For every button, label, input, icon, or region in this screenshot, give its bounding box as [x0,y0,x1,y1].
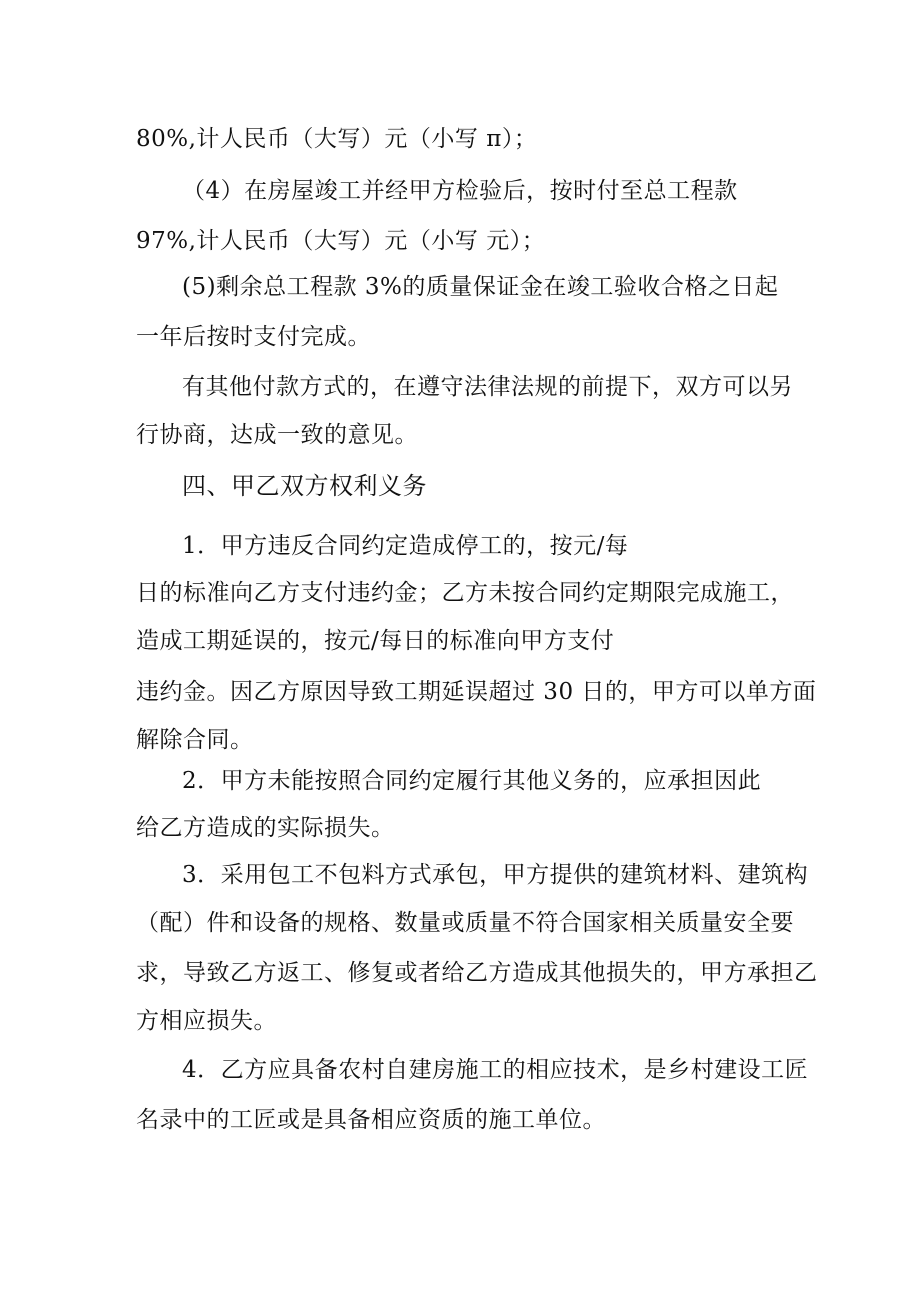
text-line: 解除合同。 [136,727,254,753]
text-line: 80%,计人民币（大写）元（小写 π）； [136,126,538,152]
text-line: (5)剩余总工程款 3%的质量保证金在竣工验收合格之日起 [182,274,779,300]
text-line: （配）件和设备的规格、数量或质量不符合国家相关质量安全要 [136,910,794,936]
text-line: 造成工期延误的，按元/每日的标准向甲方支付 [136,628,615,654]
text-line: 行协商，达成一致的意见。 [136,422,418,448]
text-line: 一年后按时支付完成。 [136,324,371,350]
text-line: 2．甲方未能按照合同约定履行其他义务的，应承担因此 [182,768,762,794]
text-line: 日的标准向乙方支付违约金；乙方未按合同约定期限完成施工， [136,580,794,606]
text-line: 97%,计人民币（大写）元（小写 元）； [136,228,546,254]
text-line: 方相应损失。 [136,1008,277,1034]
text-line: 4．乙方应具备农村自建房施工的相应技术，是乡村建设工匠 [182,1057,809,1083]
text-line: 给乙方造成的实际损失。 [136,815,395,841]
text-line: （4）在房屋竣工并经甲方检验后，按时付至总工程款 [182,178,738,204]
text-line: 名录中的工匠或是具备相应资质的施工单位。 [136,1107,606,1133]
text-line: 违约金。因乙方原因导致工期延误超过 30 日的，甲方可以单方面 [136,679,817,705]
text-line: 有其他付款方式的，在遵守法律法规的前提下，双方可以另 [182,374,793,400]
section-heading: 四、甲乙双方权利义务 [182,472,427,500]
text-line: 3．采用包工不包料方式承包，甲方提供的建筑材料、建筑构 [182,862,809,888]
text-line: 1．甲方违反合同约定造成停工的，按元/每 [182,533,629,559]
text-line: 求，导致乙方返工、修复或者给乙方造成其他损失的，甲方承担乙 [136,960,818,986]
